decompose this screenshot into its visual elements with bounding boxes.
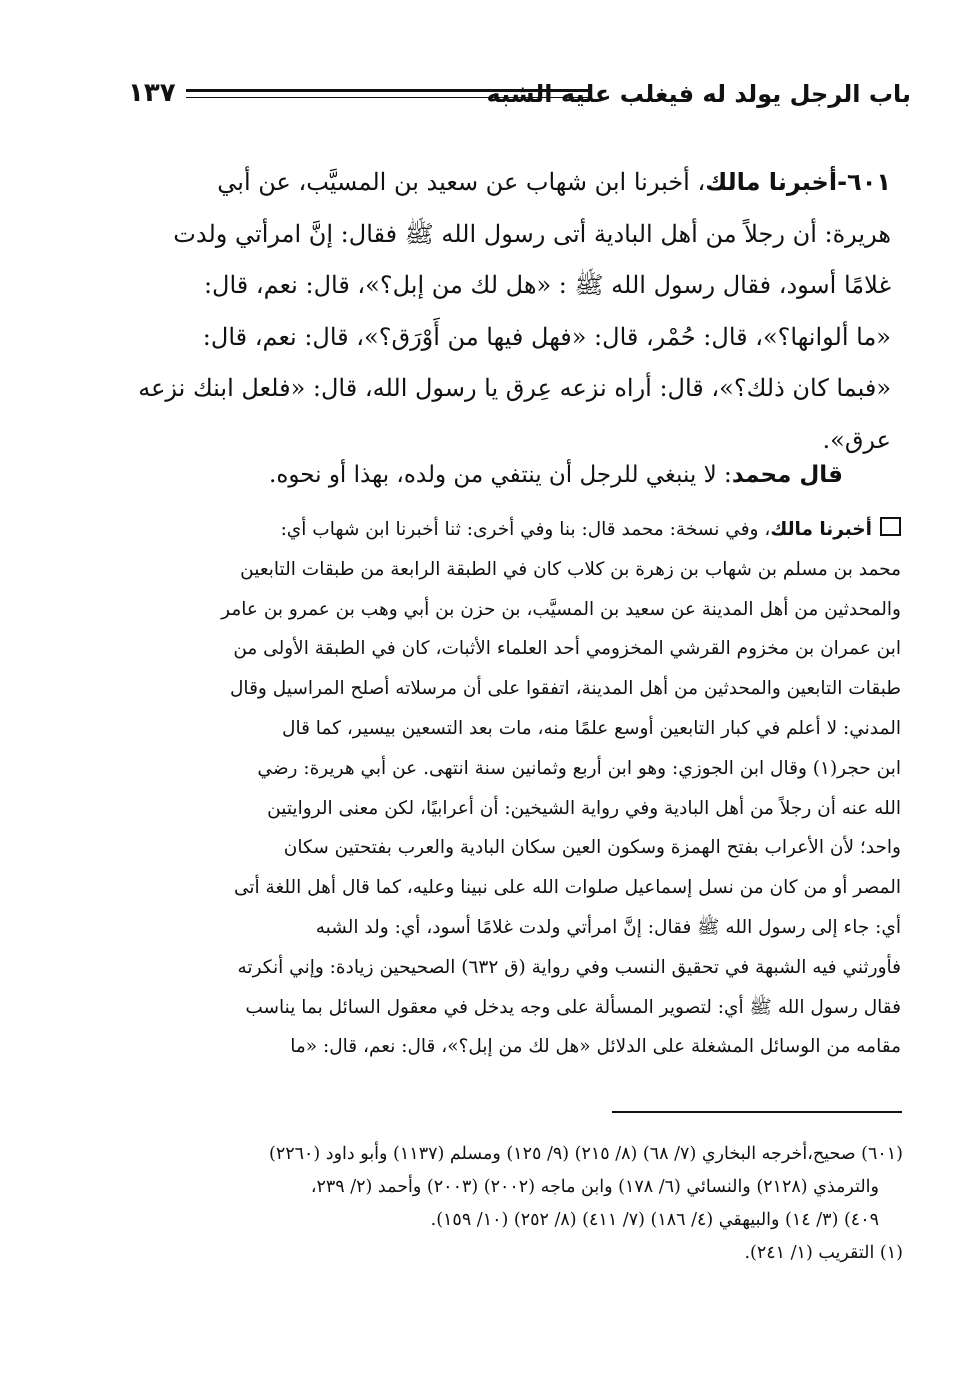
imam-statement [130, 462, 843, 488]
hadith-number: ٦٠١- [837, 168, 891, 196]
chapter-title: باب الرجل يولد له فيغلب عليه الشبه [486, 80, 911, 108]
hadith-opening: أخبرنا مالك [705, 168, 838, 196]
commentary-line: أي: جاء إلى رسول الله ﷺ فقال: إنَّ امرأتي ولدت غلامًا أسود، أي: ولد الشبه [315, 916, 901, 938]
commentary-line: ابن عمران بن مخزوم القرشي المخزومي أحد العلماء الأثبات، كان في الطبقة الأولى من [233, 638, 901, 660]
hadith-line: ٦٠١-أخبرنا مالك، أخبرنا ابن شهاب عن سعيد بن المسيَّب، عن أبي [217, 168, 891, 196]
page-header [128, 78, 911, 118]
header-rule [186, 89, 589, 98]
commentary-line: المدني: لا أعلم في كبار التابعين أوسع علمًا منه، مات بعد التسعين بيسير، كما قال [282, 717, 901, 739]
commentary-line: ابن حجر(١) وقال ابن الجوزي: وهو ابن أربع وثمانين سنة انتهى. عن أبي هريرة: رضي [257, 757, 901, 779]
statement-label: قال محمد [731, 462, 843, 488]
commentary-line: مقامه من الوسائل المشغلة على الدلائل «هل لك من إبل؟»، قال: نعم، قال: «ما [290, 1036, 901, 1058]
hadith-line: هريرة: أن رجلاً من أهل البادية أتى رسول الله ﷺ فقال: إنَّ امرأتي ولدت [173, 219, 891, 248]
commentary-line: محمد بن مسلم بن شهاب بن زهرة بن كلاب كان في الطبقة الرابعة من طبقات التابعين [240, 558, 901, 580]
hadith-line: عرق». [822, 425, 891, 454]
hadith-line: «ما ألوانها؟»، قال: حُمْر، قال: «فهل فيها من أَوْرَق؟»، قال: نعم، قال: [202, 322, 891, 351]
hadith-line: «فبما كان ذلك؟»، قال: أراه نزعه عِرق يا رسول الله، قال: «فلعل ابنك نزعه [138, 374, 891, 402]
commentary-text [70, 510, 901, 1067]
footnote-divider [612, 1111, 902, 1113]
commentary-opening: أخبرنا مالك [770, 519, 872, 540]
footnote-line: ٤٠٩) (٣/ ١٤) والبيهقي (٤/ ١٨٦) (٧/ ٤١١) (٨/ ٢٥٢) (١٠/ ١٥٩). [430, 1210, 879, 1230]
statement-text: : لا ينبغي للرجل أن ينتفي من ولده، بهذا أو نحوه. [269, 462, 732, 488]
footnote-line: (٦٠١) صحيح،أخرجه البخاري (٧/ ٦٨) (٨/ ٢١٥) (٩/ ١٢٥) ومسلم (١١٣٧) وأبو داود (٢٢٦٠) [268, 1144, 903, 1164]
footnote-line: (١) التقريب (١/ ٢٤١). [744, 1243, 903, 1263]
commentary-line: فأورثني فيه الشبهة في تحقيق النسب وفي رواية (ق ٦٣٢) الصحيحين زيادة: وإني أنكرته [237, 956, 901, 978]
commentary-line: واحد؛ لأن الأعراب بفتح الهمزة وسكون العين سكان البادية والعرب بفتحتين سكان [283, 837, 901, 859]
commentary-line: الله عنه أن رجلاً من أهل البادية وفي رواية الشيخين: أن أعرابيًا، لكن معنى الروايتين [267, 797, 901, 819]
hadith-text [130, 157, 891, 466]
commentary-line: والمحدثين من أهل المدينة عن سعيد بن المسيَّب، بن حزن بن أبي وهب بن عمرو بن عامر [221, 598, 901, 620]
footnotes [130, 1138, 903, 1270]
hadith-line: غلامًا أسود، فقال رسول الله ﷺ : «هل لك من إبل؟»، قال: نعم، قال: [203, 271, 891, 299]
commentary-line: طبقات التابعين والمحدثين من أهل المدينة، اتفقوا على أن مرسلاته أصلح المراسيل وقال [229, 678, 901, 700]
commentary-line: فقال رسول الله ﷺ أي: لتصوير المسألة على وجه يدخل في معقول السائل بما يناسب [245, 996, 901, 1018]
page-number: ١٣٧ [128, 78, 176, 108]
commentary-line: المصر أو من كان من نسل إسماعيل صلوات الله على نبينا وعليه، كما قال أهل اللغة أتى [233, 877, 901, 899]
footnote-line: والترمذي (٢١٢٨) والنسائي (٦/ ١٧٨) وابن ماجه (٢٠٠٢) (٢٠٠٣) وأحمد (٢/ ٢٣٩، [310, 1177, 879, 1197]
commentary-line: أخبرنا مالك، وفي نسخة: محمد قال: بنا وفي أخرى: ثنا أخبرنا ابن شهاب أي: [70, 510, 901, 550]
square-marker-icon [880, 517, 901, 536]
